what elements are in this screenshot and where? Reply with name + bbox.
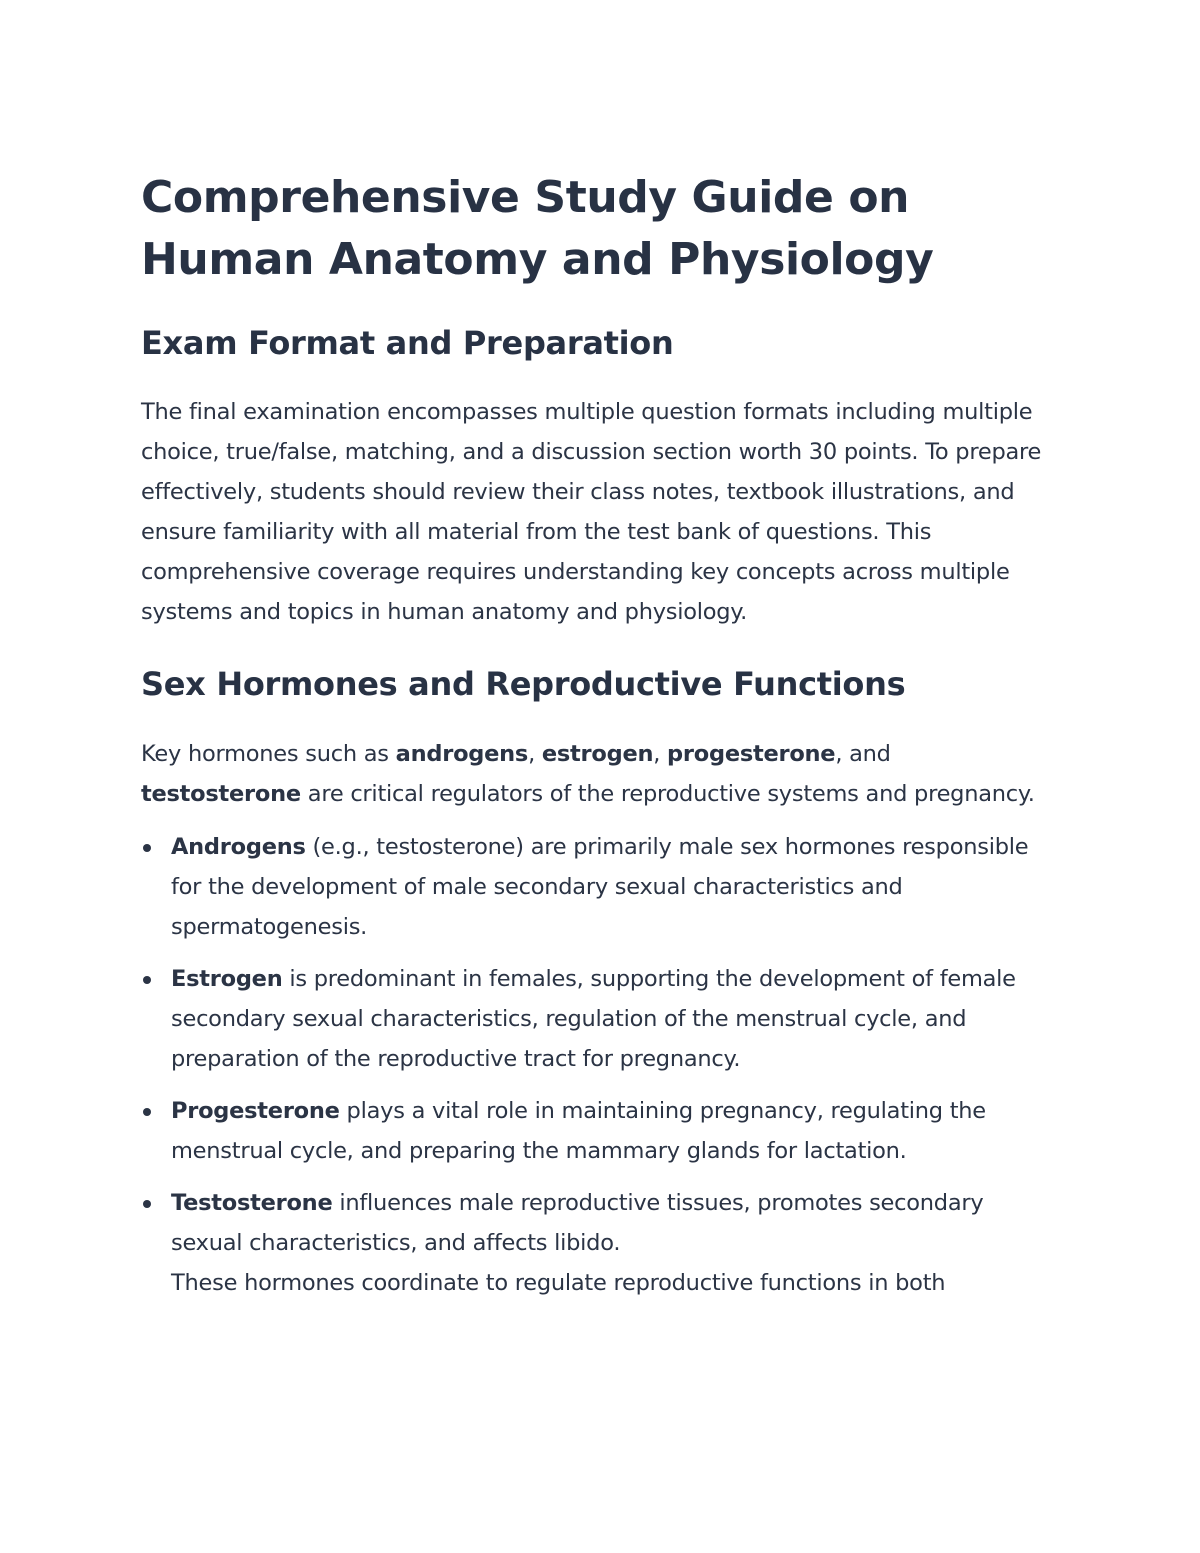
intro-text: are critical regulators of the reproductive systems and pregnancy. <box>300 781 1035 807</box>
bullet-icon <box>143 1200 151 1208</box>
intro-text: Key hormones such as <box>141 741 396 767</box>
list-item-text: influences male reproductive tissues, promotes secondary sexual characteristics, and affects libido. <box>171 1190 984 1256</box>
section-heading-exam-format: Exam Format and Preparation <box>141 324 674 362</box>
intro-text: , <box>653 741 668 767</box>
exam-format-paragraph: The final examination encompasses multiple question formats including multiple choice, true/false, matching, and a discussion section worth 30 points. To prepare effectively, students should review their class notes, textbook illustrations, and ensure familiarity with all material from the test bank of questions. This comprehensive coverage requires understanding key concepts across multiple systems and topics in human anatomy and physiology. <box>141 399 1042 625</box>
section-heading-sex-hormones: Sex Hormones and Reproductive Functions <box>141 665 906 703</box>
intro-term-testosterone: testosterone <box>141 781 301 807</box>
list-item-text: (e.g., testosterone) are primarily male sex hormones responsible for the development of male secondary sexual characteristics and spermatogenesis. <box>171 834 1029 940</box>
list-item-term: Progesterone <box>171 1098 340 1124</box>
document-title: Comprehensive Study Guide on Human Anatomy and Physiology <box>141 172 934 285</box>
hormone-list <box>141 827 1056 1303</box>
list-item-text: is predominant in females, supporting the development of female secondary sexual characteristics, regulation of the menstrual cycle, and preparation of the reproductive tract for pregnancy. <box>171 966 1016 1072</box>
list-item-term: Androgens <box>171 834 306 860</box>
bullet-icon <box>143 844 151 852</box>
list-item-progesterone <box>141 1091 1056 1171</box>
intro-term-estrogen: estrogen <box>541 741 654 767</box>
list-item-term: Estrogen <box>171 966 283 992</box>
document-page <box>141 167 1056 1315</box>
list-item-continuation: These hormones coordinate to regulate reproductive functions in both <box>171 1270 946 1296</box>
list-item-term: Testosterone <box>171 1190 333 1216</box>
list-item-testosterone <box>141 1183 1056 1303</box>
bullet-icon <box>143 976 151 984</box>
sex-hormones-intro <box>141 734 1056 814</box>
intro-term-androgens: androgens <box>395 741 529 767</box>
list-item-text: plays a vital role in maintaining pregnancy, regulating the menstrual cycle, and preparing the mammary glands for lactation. <box>171 1098 986 1164</box>
intro-term-progesterone: progesterone <box>667 741 836 767</box>
list-item-androgens <box>141 827 1056 947</box>
list-item-estrogen <box>141 959 1056 1079</box>
intro-text: , and <box>835 741 891 767</box>
intro-text: , <box>528 741 542 767</box>
bullet-icon <box>143 1108 151 1116</box>
